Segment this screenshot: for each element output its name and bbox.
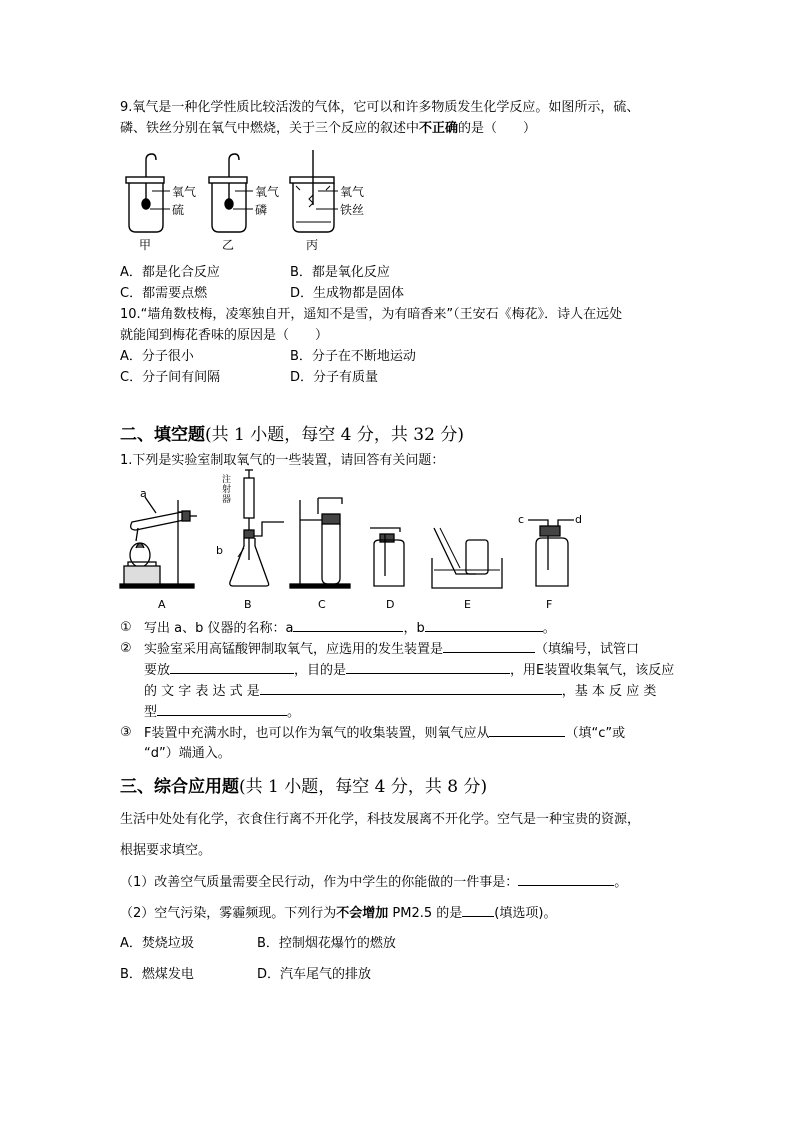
- section3-title: 三、综合应用题: [120, 777, 239, 797]
- q10-option-a: A．分子很小: [120, 349, 194, 364]
- q9-line1: 9.氧气是一种化学性质比较活泼的气体，它可以和许多物质发生化学反应。如图所示，硫、: [120, 100, 640, 115]
- q3-sub2-keyword: 不会增加: [336, 906, 389, 921]
- q10-line2: 就能闻到梅花香味的原因是（ ）: [120, 328, 329, 343]
- item3-line2: “d”）端通入。: [144, 746, 231, 761]
- jar-yi-label-phosphorus: 磷: [255, 203, 268, 217]
- item2-l3-pre: 的 文 字 表 达 式 是: [144, 684, 260, 699]
- q10-line1: 10.“墙角数枝梅，凌寒独自开，遥知不是雪，为有暗香来”（王安石《梅花》．诗人在远处: [120, 307, 623, 322]
- q3-paragraph2: 根据要求填空。: [120, 843, 212, 858]
- item1-pre: 写出 a、b 仪器的名称：a: [144, 621, 294, 636]
- label-b: b: [216, 544, 223, 557]
- blank-a-name[interactable]: [293, 619, 403, 632]
- jar-jia-label-oxygen: 氧气: [172, 185, 197, 199]
- apparatus-f: [528, 520, 574, 586]
- q3-option-a: A．焚烧垃圾: [120, 936, 194, 951]
- item2-l3-post: ，基 本 反 应 类: [561, 684, 657, 699]
- section2-tail: (共 1 小题，每空 4 分，共 32 分): [205, 425, 464, 445]
- apparatus-e: [432, 528, 502, 588]
- q3-option-b: B．控制烟花爆竹的燃放: [257, 936, 396, 951]
- q3-sub2-end: (填选项)。: [494, 906, 557, 921]
- section2-title: 二、填空题: [120, 425, 205, 445]
- q3-sub2-post: PM2.5 的是: [388, 906, 463, 921]
- jar-bing-label-oxygen: 氧气: [340, 185, 365, 199]
- item2-l2-pre: 要放: [144, 663, 171, 678]
- blank-b-name[interactable]: [425, 619, 543, 632]
- q3-option-c: B．燃煤发电: [120, 967, 194, 982]
- caption-a: A: [158, 598, 166, 611]
- q10-option-d: D．分子有质量: [290, 370, 379, 385]
- q9-keyword: 不正确: [419, 121, 459, 136]
- label-a: a: [140, 487, 147, 500]
- item3-l1-pre: F装置中充满水时，也可以作为氧气的收集装置，则氧气应从: [144, 726, 490, 741]
- blank-word-equation[interactable]: [260, 682, 562, 695]
- item2-l2-mid: ，目的是: [294, 663, 347, 678]
- item2-l4-post: 。: [287, 705, 301, 720]
- item3-number: ③: [120, 725, 132, 740]
- jar-yi-caption: 乙: [222, 238, 235, 252]
- item2-number: ②: [120, 641, 132, 656]
- label-d: d: [575, 513, 582, 526]
- item2-line3: [144, 682, 656, 701]
- q9-line2: [120, 120, 536, 138]
- q3-sub1: [120, 873, 627, 892]
- q9-option-a: A．都是化合反应: [120, 265, 220, 280]
- caption-f: F: [546, 598, 553, 611]
- caption-b: B: [244, 598, 252, 611]
- item2-l2-post: ，用E装置收集氧气，该反应: [510, 663, 675, 678]
- item1-line: [144, 619, 556, 638]
- q2-1-intro: 1.下列是实验室制取氧气的一些装置，请回答有关问题：: [120, 453, 445, 468]
- jar-yi: [209, 154, 253, 232]
- jar-jia: [126, 154, 170, 232]
- q9-line2-post: 的是（ ）: [458, 121, 537, 136]
- blank-purpose[interactable]: [346, 661, 510, 674]
- item2-line2: [144, 661, 674, 680]
- caption-d: D: [386, 598, 395, 611]
- item2-l4-pre: 型: [144, 705, 158, 720]
- jar-yi-label-oxygen: 氧气: [255, 185, 280, 199]
- apparatus-c: [290, 498, 350, 588]
- q9-option-c: C．都需要点燃: [120, 286, 208, 301]
- label-c: c: [518, 513, 525, 526]
- q10-option-b: B．分子在不断地运动: [290, 349, 416, 364]
- item1-mid: ，b: [403, 621, 425, 636]
- apparatus-d: [370, 528, 404, 586]
- q9-line2-pre: 磷、铁丝分别在氧气中燃烧，关于三个反应的叙述中: [120, 121, 420, 136]
- q3-option-d: D．汽车尾气的排放: [257, 967, 372, 982]
- q3-sub1-pre: （1）改善空气质量需要全民行动，作为中学生的你能做的一件事是：: [120, 875, 519, 890]
- q3-paragraph1: 生活中处处有化学，衣食住行离不开化学，科技发展离不开化学。空气是一种宝贵的资源，: [120, 812, 641, 827]
- blank-action[interactable]: [518, 873, 614, 886]
- blank-pm25-option[interactable]: [462, 904, 494, 917]
- item1-end: 。: [542, 621, 556, 636]
- section3-heading: [120, 772, 487, 797]
- item2-l1-post: （填编号，试管口: [535, 642, 640, 657]
- section3-tail: (共 1 小题，每空 4 分，共 8 分): [239, 777, 488, 797]
- item1-number: ①: [120, 620, 132, 635]
- apparatus-a: [120, 497, 197, 588]
- q3-sub1-post: 。: [614, 875, 628, 890]
- q10-option-c: C．分子间有间隔: [120, 370, 221, 385]
- item2-line1: [144, 640, 639, 659]
- blank-tube-mouth[interactable]: [170, 661, 294, 674]
- q9-option-d: D．生成物都是固体: [290, 286, 405, 301]
- q3-sub2: [120, 904, 556, 923]
- item2-line4: [144, 703, 300, 722]
- jar-jia-caption: 甲: [139, 238, 152, 252]
- caption-c: C: [318, 598, 326, 611]
- item2-l1-pre: 实验室采用高锰酸钾制取氧气，应选用的发生装置是: [144, 642, 444, 657]
- blank-generator[interactable]: [443, 640, 535, 653]
- item3-l1-post: （填“c”或: [565, 726, 626, 741]
- blank-reaction-type[interactable]: [157, 703, 287, 716]
- q3-sub2-pre: （2）空气污染，雾霾频现。下列行为: [120, 906, 337, 921]
- item3-line1: [144, 724, 625, 743]
- label-syringe: 注射器: [222, 475, 232, 505]
- jar-jia-label-sulfur: 硫: [172, 203, 185, 217]
- section2-heading: [120, 420, 464, 445]
- apparatus-b: [230, 470, 284, 586]
- jar-bing: [290, 150, 338, 232]
- jar-bing-label-iron: 铁丝: [340, 203, 365, 217]
- q9-option-b: B．都是氧化反应: [290, 265, 390, 280]
- blank-inlet[interactable]: [489, 724, 565, 737]
- jar-bing-caption: 丙: [306, 238, 319, 252]
- caption-e: E: [464, 598, 471, 611]
